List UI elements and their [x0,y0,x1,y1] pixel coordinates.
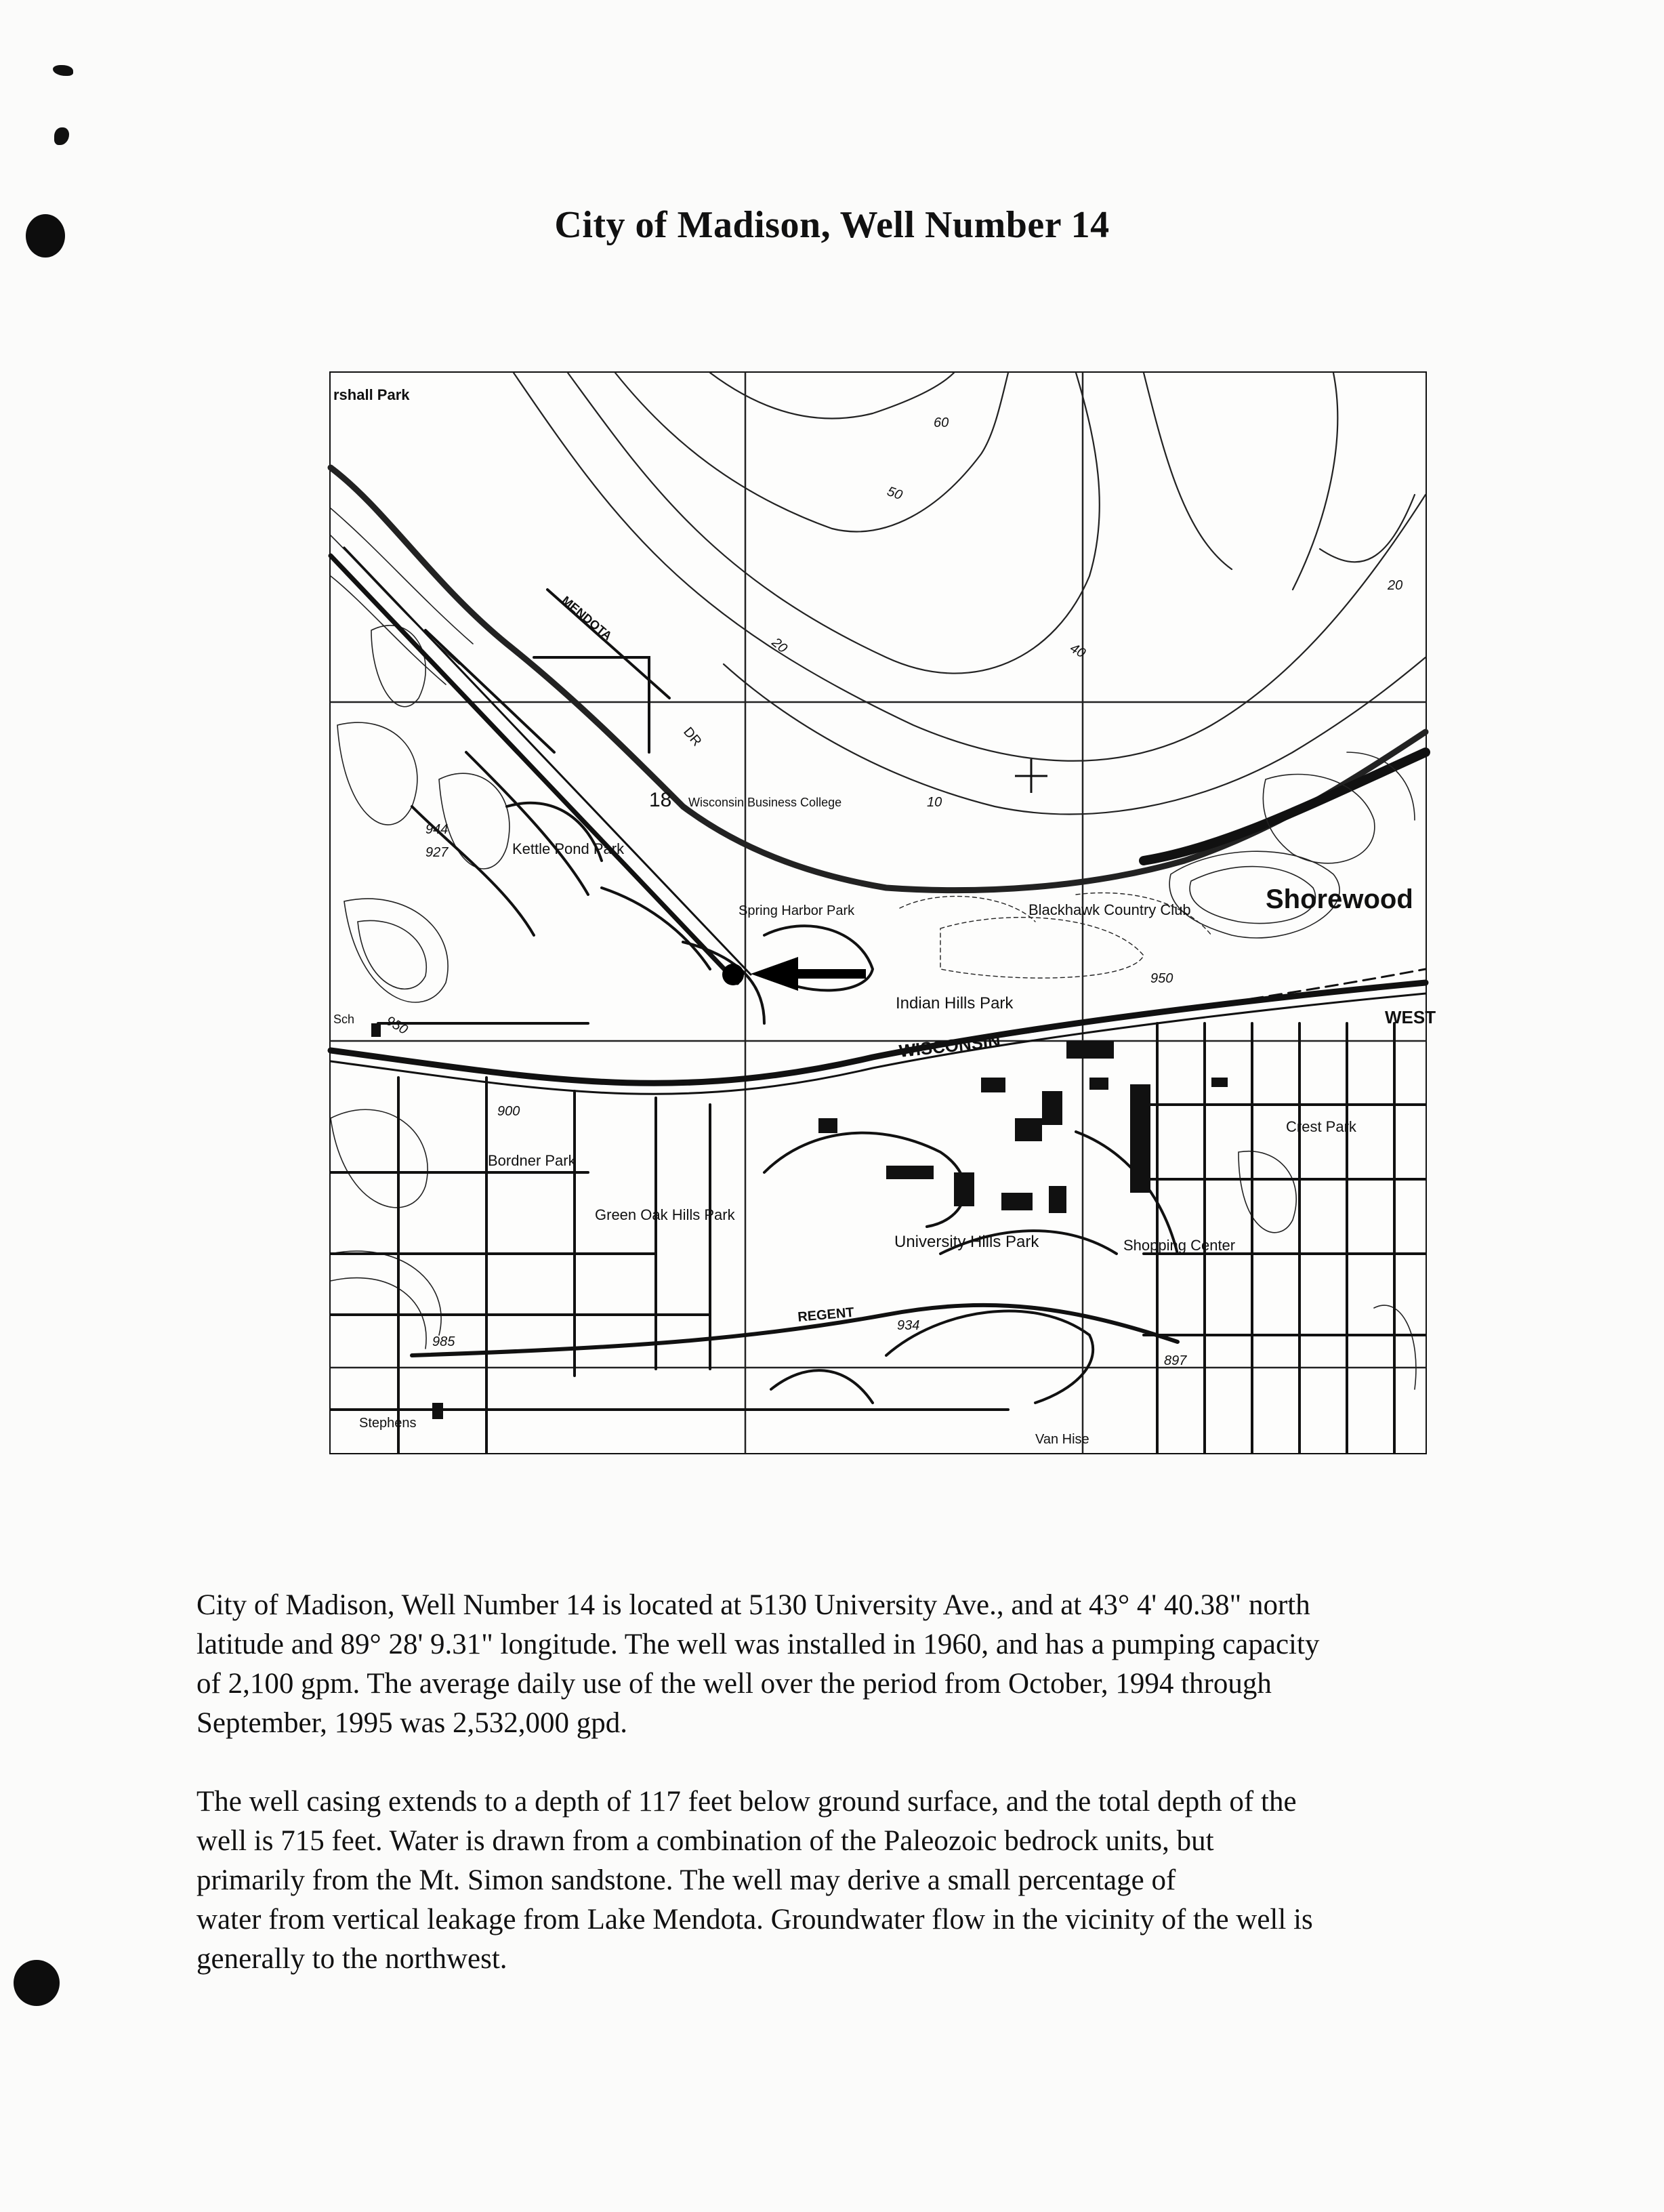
description [196,1586,1538,2018]
map-label-sch: Sch [333,1012,355,1026]
contour-label: 950 [1150,971,1173,986]
scan-speck [54,127,69,145]
map-label-green-oak: Green Oak Hills Park [595,1206,735,1223]
map-label-shorewood: Shorewood [1266,884,1413,914]
contour-label: 944 [425,822,449,837]
map-label-blackhawk: Blackhawk Country Club [1028,901,1191,918]
bluff-contours [331,508,509,1349]
map-label-west: WEST [1385,1007,1436,1027]
contour-label: 897 [1164,1353,1187,1368]
scan-speck [53,65,73,76]
contour-label: 985 [432,1334,455,1349]
contour-label: 20 [768,634,790,657]
map-label-marshall-park: rshall Park [333,386,410,403]
well-marker-icon [722,964,744,985]
map-label-university-hills: University Hills Park [894,1233,1039,1251]
map-label-indian-hills: Indian Hills Park [896,994,1014,1012]
shoreline-bluff [1144,752,1426,861]
contour-label: 934 [897,1318,920,1333]
map-label-crest-park: Crest Park [1286,1118,1356,1135]
contour-label: 900 [497,1104,520,1119]
contour-label: 10 [927,795,942,810]
construction-paragraph: The well casing extends to a depth of 117 feet below ground surface, and the total depth of the well is 715 feet. Water is drawn from a combination of the Paleozoic bedrock units, but primarily from the Mt. Simon sandstone. The well may derive a small percentage of water from vertical leakage from Lake Mendota. Groundwater flow in the vicinity of the well is generally to the northwest. [196,1786,1313,1975]
punch-hole [14,1960,60,2006]
map-label-kettle-pond: Kettle Pond Park [512,840,625,857]
map-labels [333,386,1436,1447]
contour-label: 927 [425,845,449,860]
map-label-bordner: Bordner Park [488,1152,576,1169]
contour-labels [383,415,1403,1368]
map-label-spring-harbor: Spring Harbor Park [739,903,855,918]
contour-label: 50 [885,484,904,504]
lake-cross-icon [1015,759,1047,793]
map-label-business-college: Wisconsin Business College [688,796,842,809]
map-label-wisconsin: WISCONSIN [898,1030,1002,1061]
map-label-section-18: 18 [649,789,672,811]
page-title: City of Madison, Well Number 14 [554,204,1110,246]
section-grid [331,373,1426,1453]
roads [331,548,1426,1453]
topographic-map [329,371,1436,1454]
map-label-stephens: Stephens [359,1416,417,1431]
contour-label: 950 [383,1013,411,1038]
map-label-regent: REGENT [797,1305,855,1325]
map-label-shopping-center: Shopping Center [1123,1237,1236,1254]
map-label-dr: DR [680,724,705,750]
map-label-mendota: MENDOTA [559,593,615,643]
map-label-van-hise: Van Hise [1035,1432,1089,1447]
location-paragraph: City of Madison, Well Number 14 is located at 5130 University Ave., and at 43° 4' 40.38" north latitude and 89° 28' 9.31" longitude. The well was installed in 1960, and has a pumping capacity of 2,100 gpm. The average daily use of the well over the period from October, 1994 through September, 1995 was 2,532,000 gpd. [196,1589,1320,1739]
contour-label: 40 [1067,640,1088,661]
contour-label: 60 [934,415,949,430]
well-arrow-icon [751,957,866,991]
contour-label: 20 [1388,578,1403,593]
topographic-map-svg [331,373,1436,1453]
